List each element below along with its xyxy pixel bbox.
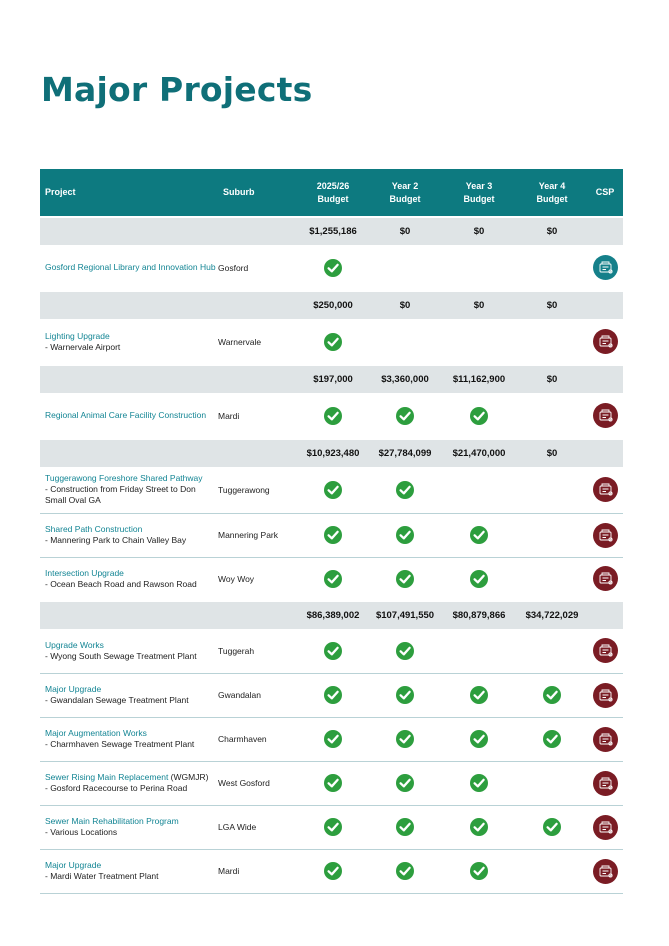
project-location: - Construction from Friday Street to Don Small Oval GA xyxy=(45,484,196,506)
budget-value: $21,470,000 xyxy=(441,439,517,467)
table-row xyxy=(40,805,623,849)
check-icon xyxy=(470,570,488,588)
project-cell xyxy=(40,557,218,601)
csp-theme-icon xyxy=(593,403,618,428)
check-icon xyxy=(324,774,342,792)
project-location: - Wyong South Sewage Treatment Plant xyxy=(45,650,197,661)
header-project: Project xyxy=(45,187,76,197)
project-name: Major Upgrade xyxy=(45,860,102,870)
project-location: - Ocean Beach Road and Rawson Road xyxy=(45,578,197,589)
csp-theme-icon xyxy=(593,329,618,354)
budget-value: $0 xyxy=(517,365,587,393)
project-name: Sewer Main Rehabilitation Program xyxy=(45,816,179,826)
budget-value: $0 xyxy=(517,217,587,245)
check-icon xyxy=(324,481,342,499)
table-row xyxy=(40,319,623,365)
budget-value: $80,879,866 xyxy=(441,601,517,629)
project-name: Major Upgrade xyxy=(45,684,102,694)
check-icon xyxy=(543,818,561,836)
budget-row xyxy=(40,365,623,393)
project-name: Sewer Rising Main Replacement (WGMJR) xyxy=(45,772,209,782)
suburb-cell: Mardi xyxy=(218,849,297,893)
csp-theme-icon xyxy=(593,771,618,796)
header-suburb: Suburb xyxy=(223,187,255,197)
suburb-cell: Woy Woy xyxy=(218,557,297,601)
budget-value: $0 xyxy=(517,291,587,319)
check-icon xyxy=(470,818,488,836)
check-icon xyxy=(396,570,414,588)
budget-value: $0 xyxy=(369,291,441,319)
header-2025-26-budget: 2025/26 Budget xyxy=(316,180,350,204)
table-row xyxy=(40,761,623,805)
budget-value: $0 xyxy=(369,217,441,245)
project-location: - Warnervale Airport xyxy=(45,341,121,352)
check-icon xyxy=(396,862,414,880)
check-icon xyxy=(396,642,414,660)
csp-theme-icon xyxy=(593,727,618,752)
check-icon xyxy=(543,686,561,704)
check-icon xyxy=(324,570,342,588)
suburb-cell: Gosford xyxy=(218,245,297,291)
check-icon xyxy=(396,818,414,836)
check-icon xyxy=(396,730,414,748)
suburb-cell: Mannering Park xyxy=(218,513,297,557)
project-name: Intersection Upgrade xyxy=(45,567,124,578)
check-icon xyxy=(396,774,414,792)
budget-value: $11,162,900 xyxy=(441,365,517,393)
project-name: Gosford Regional Library and Innovation Hub xyxy=(45,262,216,272)
project-name: Upgrade Works xyxy=(45,639,104,650)
check-icon xyxy=(324,407,342,425)
check-icon xyxy=(470,526,488,544)
project-name: Regional Animal Care Facility Construction xyxy=(45,410,207,420)
project-cell xyxy=(40,629,218,673)
suburb-cell: Gwandalan xyxy=(218,673,297,717)
table-header-row xyxy=(40,169,623,217)
project-cell xyxy=(40,761,218,805)
project-location: - Gosford Racecourse to Perina Road xyxy=(45,783,188,793)
csp-theme-icon xyxy=(593,859,618,884)
project-cell xyxy=(40,717,218,761)
check-icon xyxy=(324,730,342,748)
table-row xyxy=(40,557,623,601)
header-year-2-budget: Year 2 Budget xyxy=(389,180,421,204)
check-icon xyxy=(470,774,488,792)
check-icon xyxy=(324,686,342,704)
project-cell xyxy=(40,467,218,513)
table-row xyxy=(40,629,623,673)
project-cell xyxy=(40,849,218,893)
budget-value: $0 xyxy=(517,439,587,467)
budget-value: $0 xyxy=(441,291,517,319)
budget-value: $250,000 xyxy=(297,291,369,319)
check-icon xyxy=(324,862,342,880)
check-icon xyxy=(396,481,414,499)
check-icon xyxy=(470,730,488,748)
project-cell xyxy=(40,319,218,365)
csp-theme-icon xyxy=(593,255,618,280)
suburb-cell: Mardi xyxy=(218,393,297,439)
budget-value: $86,389,002 xyxy=(297,601,369,629)
project-location: - Mardi Water Treatment Plant xyxy=(45,871,159,881)
budget-value: $10,923,480 xyxy=(297,439,369,467)
suburb-cell: Warnervale xyxy=(218,319,297,365)
budget-value: $197,000 xyxy=(297,365,369,393)
budget-value: $0 xyxy=(441,217,517,245)
suburb-cell: LGA Wide xyxy=(218,805,297,849)
check-icon xyxy=(543,730,561,748)
budget-value: $107,491,550 xyxy=(369,601,441,629)
projects-table xyxy=(40,169,623,894)
project-cell xyxy=(40,805,218,849)
project-cell xyxy=(40,673,218,717)
check-icon xyxy=(396,526,414,544)
project-name: Tuggerawong Foreshore Shared Pathway xyxy=(45,473,203,484)
suburb-cell: Tuggerawong xyxy=(218,467,297,513)
budget-row xyxy=(40,291,623,319)
project-name: Major Augmentation Works xyxy=(45,728,147,738)
suburb-cell: West Gosford xyxy=(218,761,297,805)
budget-value: $3,360,000 xyxy=(369,365,441,393)
budget-row xyxy=(40,601,623,629)
check-icon xyxy=(324,526,342,544)
project-location: - Gwandalan Sewage Treatment Plant xyxy=(45,695,189,705)
csp-theme-icon xyxy=(593,523,618,548)
table-row xyxy=(40,673,623,717)
check-icon xyxy=(396,407,414,425)
table-row xyxy=(40,393,623,439)
project-cell xyxy=(40,245,218,291)
table-row xyxy=(40,513,623,557)
project-location: - Various Locations xyxy=(45,827,118,837)
csp-theme-icon xyxy=(593,477,618,502)
page-title: Major Projects xyxy=(41,70,313,109)
project-cell xyxy=(40,513,218,557)
project-location: - Charmhaven Sewage Treatment Plant xyxy=(45,739,195,749)
check-icon xyxy=(324,642,342,660)
table-body xyxy=(40,217,623,893)
header-year-4-budget: Year 4 Budget xyxy=(536,180,568,204)
csp-theme-icon xyxy=(593,638,618,663)
table-row xyxy=(40,467,623,513)
project-name: Shared Path Construction xyxy=(45,524,143,534)
table-row xyxy=(40,245,623,291)
budget-value: $27,784,099 xyxy=(369,439,441,467)
suburb-cell: Charmhaven xyxy=(218,717,297,761)
header-csp: CSP xyxy=(595,187,615,197)
csp-theme-icon xyxy=(593,566,618,591)
check-icon xyxy=(324,333,342,351)
check-icon xyxy=(324,259,342,277)
csp-theme-icon xyxy=(593,683,618,708)
header-year-3-budget: Year 3 Budget xyxy=(463,180,495,204)
check-icon xyxy=(396,686,414,704)
project-name: Lighting Upgrade xyxy=(45,330,110,341)
project-cell xyxy=(40,393,218,439)
budget-value: $34,722,029 xyxy=(517,601,587,629)
table-row xyxy=(40,717,623,761)
check-icon xyxy=(470,862,488,880)
suburb-cell: Tuggerah xyxy=(218,629,297,673)
csp-theme-icon xyxy=(593,815,618,840)
budget-row xyxy=(40,439,623,467)
check-icon xyxy=(470,407,488,425)
check-icon xyxy=(470,686,488,704)
check-icon xyxy=(324,818,342,836)
project-location: - Mannering Park to Chain Valley Bay xyxy=(45,535,187,545)
budget-row xyxy=(40,217,623,245)
table-row xyxy=(40,849,623,893)
budget-value: $1,255,186 xyxy=(297,217,369,245)
